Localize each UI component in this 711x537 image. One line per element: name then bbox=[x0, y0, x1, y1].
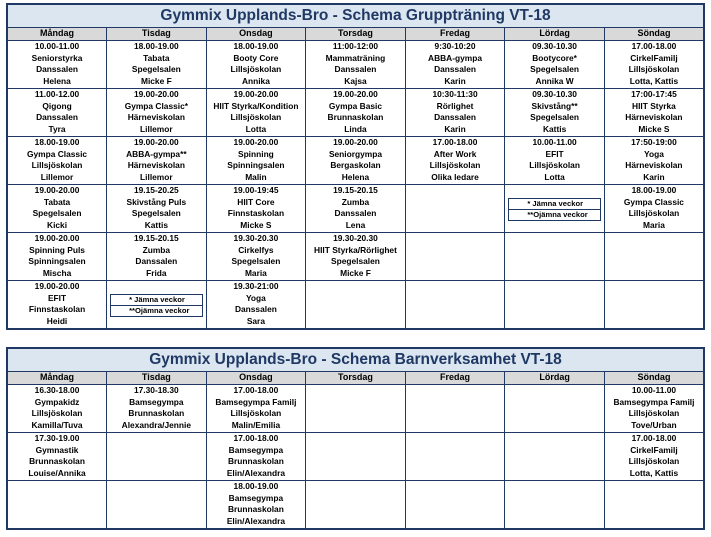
class-entry bbox=[306, 41, 406, 89]
class-location: Danssalen bbox=[36, 64, 78, 75]
class-name: Bamsegympa bbox=[129, 396, 184, 407]
class-time: 09.30-10.30 bbox=[532, 41, 577, 51]
class-instructor: Sara bbox=[246, 315, 265, 326]
empty-slot bbox=[7, 481, 107, 530]
empty-slot bbox=[107, 481, 207, 530]
class-instructor: Lotta bbox=[544, 171, 565, 182]
class-location: Härneviskolan bbox=[127, 112, 185, 123]
day-header: Tisdag bbox=[107, 372, 207, 385]
class-time: 19.00-20.00 bbox=[333, 137, 378, 147]
class-location: Lillsjöskolan bbox=[230, 112, 282, 123]
class-name: Bootycore* bbox=[532, 52, 577, 63]
class-location: Danssalen bbox=[434, 64, 476, 75]
class-location: Lillsjöskolan bbox=[628, 64, 680, 75]
empty-slot bbox=[505, 185, 605, 233]
class-instructor: Lillemor bbox=[140, 123, 173, 134]
class-time: 19.00-20.00 bbox=[34, 233, 80, 243]
class-entry bbox=[604, 185, 704, 233]
class-location: Danssalen bbox=[135, 256, 178, 267]
class-name: Seniorstyrka bbox=[31, 52, 83, 63]
class-entry bbox=[7, 185, 107, 233]
class-entry bbox=[206, 233, 306, 281]
class-location: Brunnaskolan bbox=[327, 112, 384, 123]
class-instructor: Tyra bbox=[48, 123, 66, 134]
class-name: After Work bbox=[433, 148, 477, 159]
class-location: Spegelsalen bbox=[331, 256, 380, 267]
class-name: Zumba bbox=[142, 244, 171, 255]
class-time: 19.00-20.00 bbox=[133, 89, 179, 99]
class-instructor: Micke F bbox=[340, 267, 371, 278]
class-entry bbox=[206, 89, 306, 137]
class-instructor: Kamilla/Tuva bbox=[31, 419, 83, 430]
class-location: Spegelsalen bbox=[131, 64, 181, 75]
day-header: Onsdag bbox=[206, 28, 306, 41]
class-instructor: Elin/Alexandra bbox=[226, 515, 285, 526]
class-time: 17.00-18.00 bbox=[631, 41, 677, 51]
class-instructor: Annika W bbox=[535, 75, 574, 86]
class-entry bbox=[306, 89, 406, 137]
class-name: Tabata bbox=[143, 52, 170, 63]
class-instructor: Tove/Urban bbox=[631, 419, 677, 430]
class-instructor: Lena bbox=[345, 219, 366, 230]
class-name: Mammaträning bbox=[325, 52, 386, 63]
class-name: Bamsegympa bbox=[228, 444, 284, 455]
class-time: 19.30-20.30 bbox=[233, 233, 279, 243]
class-time: 19.00-20.00 bbox=[333, 89, 378, 99]
class-instructor: Annika bbox=[241, 75, 270, 86]
class-entry bbox=[206, 281, 306, 330]
class-location: Spinningsalen bbox=[28, 256, 86, 267]
schedule-row bbox=[7, 281, 704, 330]
class-instructor: Micke F bbox=[140, 75, 172, 86]
class-name: EFIT bbox=[545, 148, 564, 159]
class-entry bbox=[7, 281, 107, 330]
class-instructor: Maria bbox=[642, 219, 665, 230]
group-schedule-title: Gymmix Upplands-Bro - Schema Gruppträning VT-18 bbox=[7, 4, 704, 28]
class-time: 10.00-11.00 bbox=[34, 41, 80, 51]
class-time: 19.30-20.30 bbox=[333, 233, 378, 243]
class-time: 18.00-19.00 bbox=[133, 41, 179, 51]
schedule-row bbox=[7, 433, 704, 481]
class-entry bbox=[107, 41, 207, 89]
class-instructor: Louise/Annika bbox=[28, 467, 86, 478]
class-instructor: Heidi bbox=[46, 315, 68, 326]
class-location: Brunnaskolan bbox=[128, 408, 185, 419]
class-time: 19.00-20.00 bbox=[133, 137, 179, 147]
schedule-row bbox=[7, 137, 704, 185]
class-location: Bergaskolan bbox=[330, 160, 381, 171]
class-name: Bamsegympa bbox=[228, 492, 284, 503]
class-instructor: Linda bbox=[344, 123, 367, 134]
class-location: Härneviskolan bbox=[127, 160, 185, 171]
class-location: Lillsjöskolan bbox=[31, 408, 83, 419]
class-instructor: Lotta, Kattis bbox=[629, 467, 679, 478]
class-time: 19.00-20.00 bbox=[34, 281, 80, 291]
day-header: Måndag bbox=[7, 28, 107, 41]
class-entry bbox=[405, 137, 505, 185]
class-time: 11.00-12.00 bbox=[34, 89, 80, 99]
class-entry bbox=[604, 433, 704, 481]
class-entry bbox=[505, 89, 605, 137]
empty-slot bbox=[306, 481, 406, 530]
class-name: CirkelFamilj bbox=[630, 52, 678, 63]
day-header: Lördag bbox=[505, 372, 605, 385]
class-location: Härneviskolan bbox=[625, 112, 683, 123]
class-name: Rörlighet bbox=[436, 100, 474, 111]
class-instructor: Lillemor bbox=[40, 171, 74, 182]
class-entry bbox=[604, 89, 704, 137]
class-name: Spinning Puls bbox=[29, 244, 85, 255]
class-instructor: Lillemor bbox=[140, 171, 173, 182]
day-header: Fredag bbox=[405, 28, 505, 41]
class-location: Danssalen bbox=[36, 112, 78, 123]
class-name: HIIT Styrka/Kondition bbox=[213, 100, 299, 111]
empty-slot bbox=[405, 481, 505, 530]
empty-slot bbox=[505, 233, 605, 281]
class-name: ABBA-gympa bbox=[428, 52, 483, 63]
class-name: Yoga bbox=[245, 292, 266, 303]
class-instructor: Olika ledare bbox=[431, 171, 479, 182]
class-name: Yoga bbox=[644, 148, 664, 159]
class-entry bbox=[206, 185, 306, 233]
day-header: Fredag bbox=[405, 372, 505, 385]
group-schedule-table bbox=[6, 3, 705, 330]
class-location: Spinningsalen bbox=[227, 160, 285, 171]
empty-slot bbox=[306, 433, 406, 481]
class-location: Spegelsalen bbox=[231, 256, 281, 267]
odd-weeks-note: **Ojämna veckor bbox=[110, 305, 203, 317]
class-time: 10.00-11.00 bbox=[631, 385, 677, 395]
class-time: 19.00-20.00 bbox=[34, 185, 80, 195]
class-entry bbox=[7, 433, 107, 481]
day-header: Söndag bbox=[604, 372, 704, 385]
empty-slot bbox=[505, 385, 605, 433]
week-notes bbox=[508, 198, 601, 221]
empty-slot bbox=[405, 433, 505, 481]
class-location: Spegelsalen bbox=[131, 208, 181, 219]
class-location: Lillsjöskolan bbox=[628, 456, 680, 467]
class-time: 19.15-20.15 bbox=[333, 185, 378, 195]
class-entry bbox=[107, 185, 207, 233]
class-location: Lillsjöskolan bbox=[230, 64, 282, 75]
even-weeks-note: * Jämna veckor bbox=[110, 294, 203, 306]
class-entry bbox=[107, 137, 207, 185]
class-name: Gympa Basic bbox=[328, 100, 382, 111]
class-time: 17.00-18.00 bbox=[233, 385, 279, 395]
class-instructor: Lotta, Kattis bbox=[629, 75, 679, 86]
empty-slot bbox=[604, 281, 704, 330]
class-location: Brunnaskolan bbox=[29, 456, 85, 467]
class-entry bbox=[505, 41, 605, 89]
class-name: Qigong bbox=[42, 100, 72, 111]
class-location: Danssalen bbox=[434, 112, 476, 123]
class-time: 19.00-20.00 bbox=[233, 137, 279, 147]
class-instructor: Malin/Emilia bbox=[231, 419, 281, 430]
class-name: Bamsegympa Familj bbox=[613, 396, 695, 407]
class-instructor: Elin/Alexandra bbox=[226, 467, 285, 478]
odd-weeks-note: **Ojämna veckor bbox=[508, 209, 601, 221]
class-entry bbox=[206, 137, 306, 185]
class-instructor: Maria bbox=[244, 267, 267, 278]
class-instructor: Kattis bbox=[542, 123, 567, 134]
empty-slot bbox=[405, 385, 505, 433]
class-time: 19.00-20.00 bbox=[233, 89, 279, 99]
class-entry bbox=[604, 137, 704, 185]
class-location: Brunnaskolan bbox=[227, 456, 284, 467]
class-location: Spegelsalen bbox=[32, 208, 82, 219]
class-location: Finnstaskolan bbox=[227, 208, 285, 219]
class-location: Lillsjöskolan bbox=[31, 160, 83, 171]
week-notes bbox=[110, 294, 203, 317]
class-time: 19.15-20.25 bbox=[133, 185, 179, 195]
class-name: Skivstång** bbox=[531, 100, 578, 111]
class-instructor: Karin bbox=[643, 171, 665, 182]
class-name: Gympa Classic* bbox=[124, 100, 188, 111]
empty-slot bbox=[405, 185, 505, 233]
kids-schedule-title: Gymmix Upplands-Bro - Schema Barnverksamhet VT-18 bbox=[7, 348, 704, 372]
class-name: Gymnastik bbox=[35, 444, 79, 455]
class-location: Spegelsalen bbox=[530, 112, 580, 123]
empty-slot bbox=[505, 433, 605, 481]
day-header: Måndag bbox=[7, 372, 107, 385]
class-name: Booty Core bbox=[233, 52, 279, 63]
class-instructor: Frida bbox=[146, 267, 167, 278]
empty-slot bbox=[505, 481, 605, 530]
class-name: Gympa Classic bbox=[623, 196, 684, 207]
day-header: Onsdag bbox=[206, 372, 306, 385]
class-entry bbox=[206, 41, 306, 89]
class-name: Skivstång Puls bbox=[126, 196, 187, 207]
class-location: Lillsjöskolan bbox=[230, 408, 282, 419]
class-entry bbox=[306, 185, 406, 233]
class-name: HIIT Core bbox=[237, 196, 275, 207]
class-time: 10:30-11:30 bbox=[432, 89, 478, 99]
class-entry bbox=[7, 137, 107, 185]
class-entry bbox=[107, 385, 207, 433]
class-time: 19.00-19:45 bbox=[233, 185, 279, 195]
class-name: Cirkelfys bbox=[238, 244, 274, 255]
class-entry bbox=[306, 137, 406, 185]
empty-slot bbox=[107, 281, 207, 330]
class-time: 18.00-19.00 bbox=[233, 481, 279, 491]
class-entry bbox=[405, 89, 505, 137]
class-name: CirkelFamilj bbox=[630, 444, 678, 455]
class-name: ABBA-gympa** bbox=[126, 148, 187, 159]
empty-slot bbox=[306, 385, 406, 433]
class-time: 17.00-18.00 bbox=[432, 137, 478, 147]
class-time: 19.30-21:00 bbox=[233, 281, 279, 291]
class-location: Danssalen bbox=[334, 208, 377, 219]
class-location: Danssalen bbox=[334, 64, 377, 75]
class-entry bbox=[505, 137, 605, 185]
class-time: 19.15-20.15 bbox=[133, 233, 179, 243]
class-location: Härneviskolan bbox=[625, 160, 683, 171]
class-instructor: Helena bbox=[341, 171, 370, 182]
class-entry bbox=[7, 41, 107, 89]
schedule-row bbox=[7, 41, 704, 89]
class-time: 18.00-19.00 bbox=[233, 41, 279, 51]
kids-schedule-table bbox=[6, 347, 705, 530]
class-name: Bamsegympa Familj bbox=[215, 396, 297, 407]
class-entry bbox=[7, 385, 107, 433]
empty-slot bbox=[405, 233, 505, 281]
class-time: 18.00-19.00 bbox=[631, 185, 677, 195]
class-entry bbox=[107, 233, 207, 281]
class-name: HIIT Styrka bbox=[632, 100, 676, 111]
class-name: Zumba bbox=[341, 196, 370, 207]
class-name: EFIT bbox=[47, 292, 67, 303]
empty-slot bbox=[604, 233, 704, 281]
class-entry bbox=[405, 41, 505, 89]
schedule-row bbox=[7, 481, 704, 530]
class-time: 17.30-18.30 bbox=[133, 385, 179, 395]
class-name: Seniorgympa bbox=[328, 148, 382, 159]
class-time: 09.30-10.30 bbox=[532, 89, 577, 99]
class-instructor: Karin bbox=[444, 75, 466, 86]
day-header: Lördag bbox=[505, 28, 605, 41]
empty-slot bbox=[107, 433, 207, 481]
class-entry bbox=[206, 481, 306, 530]
class-time: 9:30-10:20 bbox=[434, 41, 476, 51]
empty-slot bbox=[604, 481, 704, 530]
class-time: 17.30-19.00 bbox=[34, 433, 80, 443]
class-name: Tabata bbox=[43, 196, 71, 207]
class-instructor: Malin bbox=[245, 171, 267, 182]
empty-slot bbox=[505, 281, 605, 330]
class-entry bbox=[206, 433, 306, 481]
class-time: 16.30-18.00 bbox=[34, 385, 80, 395]
class-entry bbox=[206, 385, 306, 433]
class-time: 10.00-11.00 bbox=[532, 137, 577, 147]
class-location: Lillsjöskolan bbox=[529, 160, 580, 171]
class-location: Spegelsalen bbox=[530, 64, 580, 75]
day-header: Tisdag bbox=[107, 28, 207, 41]
class-name: Spinning bbox=[237, 148, 274, 159]
class-entry bbox=[7, 89, 107, 137]
class-location: Lillsjöskolan bbox=[429, 160, 481, 171]
class-name: Gympa Classic bbox=[27, 148, 88, 159]
class-location: Finnstaskolan bbox=[28, 304, 86, 315]
class-entry bbox=[604, 385, 704, 433]
class-instructor: Lotta bbox=[245, 123, 267, 134]
class-name: HIIT Styrka/Rörlighet bbox=[314, 244, 397, 255]
empty-slot bbox=[405, 281, 505, 330]
class-name: Gympakidz bbox=[34, 396, 80, 407]
class-instructor: Micke S bbox=[638, 123, 670, 134]
class-location: Danssalen bbox=[234, 304, 277, 315]
class-instructor: Karin bbox=[444, 123, 466, 134]
class-time: 18.00-19.00 bbox=[34, 137, 80, 147]
class-entry bbox=[306, 233, 406, 281]
class-instructor: Helena bbox=[43, 75, 71, 86]
class-instructor: Alexandra/Jennie bbox=[121, 419, 192, 430]
empty-slot bbox=[306, 281, 406, 330]
class-instructor: Kattis bbox=[144, 219, 168, 230]
class-time: 17.00-18.00 bbox=[233, 433, 279, 443]
class-entry bbox=[604, 41, 704, 89]
schedule-row bbox=[7, 89, 704, 137]
even-weeks-note: * Jämna veckor bbox=[508, 198, 601, 210]
class-location: Brunnaskolan bbox=[227, 504, 284, 515]
schedule-row bbox=[7, 385, 704, 433]
class-time: 17:00-17:45 bbox=[631, 89, 677, 99]
class-entry bbox=[7, 233, 107, 281]
class-location: Lillsjöskolan bbox=[628, 208, 680, 219]
class-entry bbox=[107, 89, 207, 137]
class-instructor: Kajsa bbox=[344, 75, 367, 86]
schedule-row bbox=[7, 233, 704, 281]
class-instructor: Kicki bbox=[47, 219, 68, 230]
class-time: 11:00-12:00 bbox=[332, 41, 379, 51]
class-time: 17:50-19:00 bbox=[631, 137, 677, 147]
day-header: Torsdag bbox=[306, 28, 406, 41]
class-instructor: Mischa bbox=[42, 267, 72, 278]
day-header: Söndag bbox=[604, 28, 704, 41]
class-time: 17.00-18.00 bbox=[631, 433, 677, 443]
class-instructor: Micke S bbox=[240, 219, 272, 230]
class-location: Lillsjöskolan bbox=[628, 408, 680, 419]
day-header: Torsdag bbox=[306, 372, 406, 385]
schedule-row bbox=[7, 185, 704, 233]
